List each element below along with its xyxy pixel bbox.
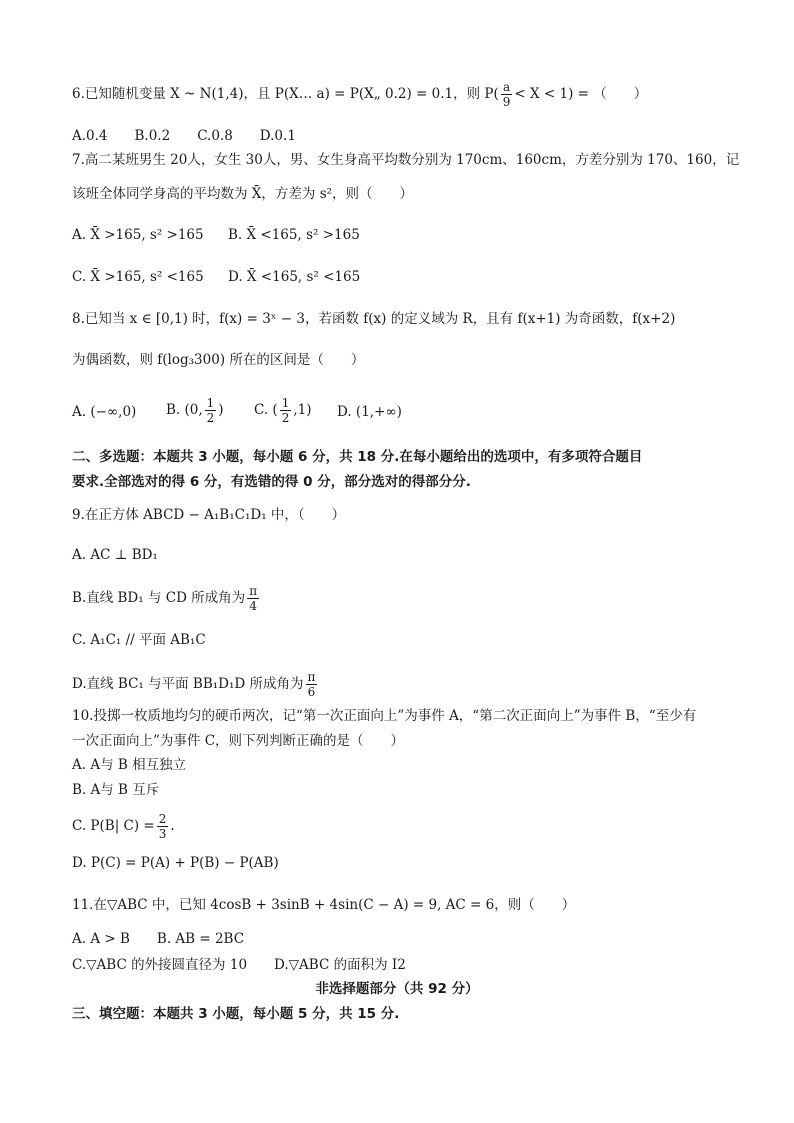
q9-option-c: C. A₁C₁ // 平面 AB₁C — [72, 632, 206, 648]
q8-option-c — [254, 396, 312, 425]
q9-d-frac-den: 6 — [307, 685, 316, 699]
q8-c-frac-den: 2 — [281, 411, 290, 425]
q8-b-frac-num: 1 — [206, 396, 215, 410]
q9-b-frac-num: π — [249, 584, 258, 598]
q6-stem-text: 6.已知随机变量 X ~ N(1,4)，且 P(X… a) = P(X„ 0.2) = 0.1，则 P( — [72, 86, 499, 102]
q11-stem: 11.在▽ABC 中，已知 4cosB + 3sinB + 4sin(C − A) = 9, AC = 6，则（ ） — [72, 897, 576, 913]
q10-line2: 一次正面向上”为事件 C，则下列判断正确的是（ ） — [72, 733, 405, 749]
q10-line1: 10.投掷一枚质地均匀的硬币两次，记“第一次正面向上”为事件 A，“第二次正面向上”为事件 B，“至少有 — [72, 708, 697, 724]
q7-option-d: D. X̄ <165, s² <165 — [228, 269, 361, 285]
q10-option-c — [72, 812, 175, 841]
q8-option-b-pre: B. (0, — [166, 402, 203, 418]
q9-option-b-fraction — [247, 584, 259, 613]
q9-option-b — [72, 584, 261, 613]
q8-c-frac-num: 1 — [281, 396, 290, 410]
q7-option-b: B. X̄ <165, s² >165 — [228, 227, 360, 243]
q8-option-c-post: ,1) — [293, 402, 312, 418]
q9-b-frac-den: 4 — [249, 599, 257, 613]
q6-frac-den: 9 — [502, 95, 511, 109]
q10-c-frac-den: 3 — [158, 827, 167, 841]
q6-stem-end: < X < 1) = （ ） — [514, 86, 648, 102]
q8-option-a: A. (−∞,0) — [72, 404, 137, 420]
q8-option-b-fraction — [205, 396, 217, 425]
q8-line1: 8.已知当 x ∈ [0,1) 时，f(x) = 3ˣ − 3，若函数 f(x) 的定义域为 R，且有 f(x+1) 为奇函数，f(x+2) — [72, 311, 676, 327]
q10-option-c-fraction — [157, 812, 169, 841]
q7-option-c: C. X̄ >165, s² <165 — [72, 269, 204, 285]
q10-option-b: B. A与 B 互斥 — [72, 782, 160, 798]
section2-heading-line2: 要求.全部选对的得 6 分，有选错的得 0 分，部分选对的得部分分. — [72, 474, 471, 490]
q8-option-b — [166, 396, 224, 425]
q10-option-a: A. A与 B 相互独立 — [72, 757, 187, 773]
q10-option-c-text: C. P(B| C) = — [72, 818, 155, 834]
q9-option-d-fraction — [306, 670, 318, 699]
q8-b-frac-den: 2 — [206, 411, 215, 425]
q11-options-ab: A. A > B B. AB = 2BC — [72, 931, 245, 947]
q7-line2: 该班全体同学身高的平均数为 X̄，方差为 s²，则（ ） — [72, 186, 414, 202]
q8-line2: 为偶函数，则 f(log₃300) 所在的区间是（ ） — [72, 352, 365, 368]
q7-option-a: A. X̄ >165, s² >165 — [72, 227, 204, 243]
q9-option-d — [72, 670, 319, 699]
q11-options-cd: C.▽ABC 的外接圆直径为 10 D.▽ABC 的面积为 I2 — [72, 957, 406, 973]
q8-option-c-pre: C. ( — [254, 402, 278, 418]
q10-option-c-post: . — [170, 818, 175, 834]
q10-option-d: D. P(C) = P(A) + P(B) − P(AB) — [72, 855, 279, 871]
q8-option-c-fraction — [280, 396, 292, 425]
q6-frac-num: a — [501, 80, 513, 95]
q7-line1: 7.高二某班男生 20人，女生 30人，男、女生身高平均数分别为 170cm、160cm，方差分别为 170、160，记 — [72, 152, 740, 168]
q8-option-b-close: ) — [218, 402, 224, 418]
section3-heading: 三、填空题：本题共 3 小题，每小题 5 分，共 15 分. — [72, 1006, 400, 1022]
q9-option-d-text: D.直线 BC₁ 与平面 BB₁D₁D 所成角为 — [72, 676, 304, 692]
q9-option-a: A. AC ⊥ BD₁ — [72, 547, 158, 563]
q6-options: A.0.4 B.0.2 C.0.8 D.0.1 — [72, 128, 296, 144]
q6-stem — [72, 80, 647, 109]
q9-stem: 9.在正方体 ABCD − A₁B₁C₁D₁ 中，（ ） — [72, 507, 346, 523]
part2-title: 非选择题部分（共 92 分） — [315, 981, 479, 997]
q6-fraction — [501, 80, 513, 109]
q9-d-frac-num: π — [307, 670, 316, 684]
q9-option-b-text: B.直线 BD₁ 与 CD 所成角为 — [72, 590, 246, 606]
section2-heading-line1: 二、多选题：本题共 3 小题，每小题 6 分，共 18 分.在每小题给出的选项中，有多项符合题目 — [72, 449, 643, 465]
q8-option-d: D. (1,+∞) — [337, 404, 402, 420]
q10-c-frac-num: 2 — [158, 812, 167, 826]
